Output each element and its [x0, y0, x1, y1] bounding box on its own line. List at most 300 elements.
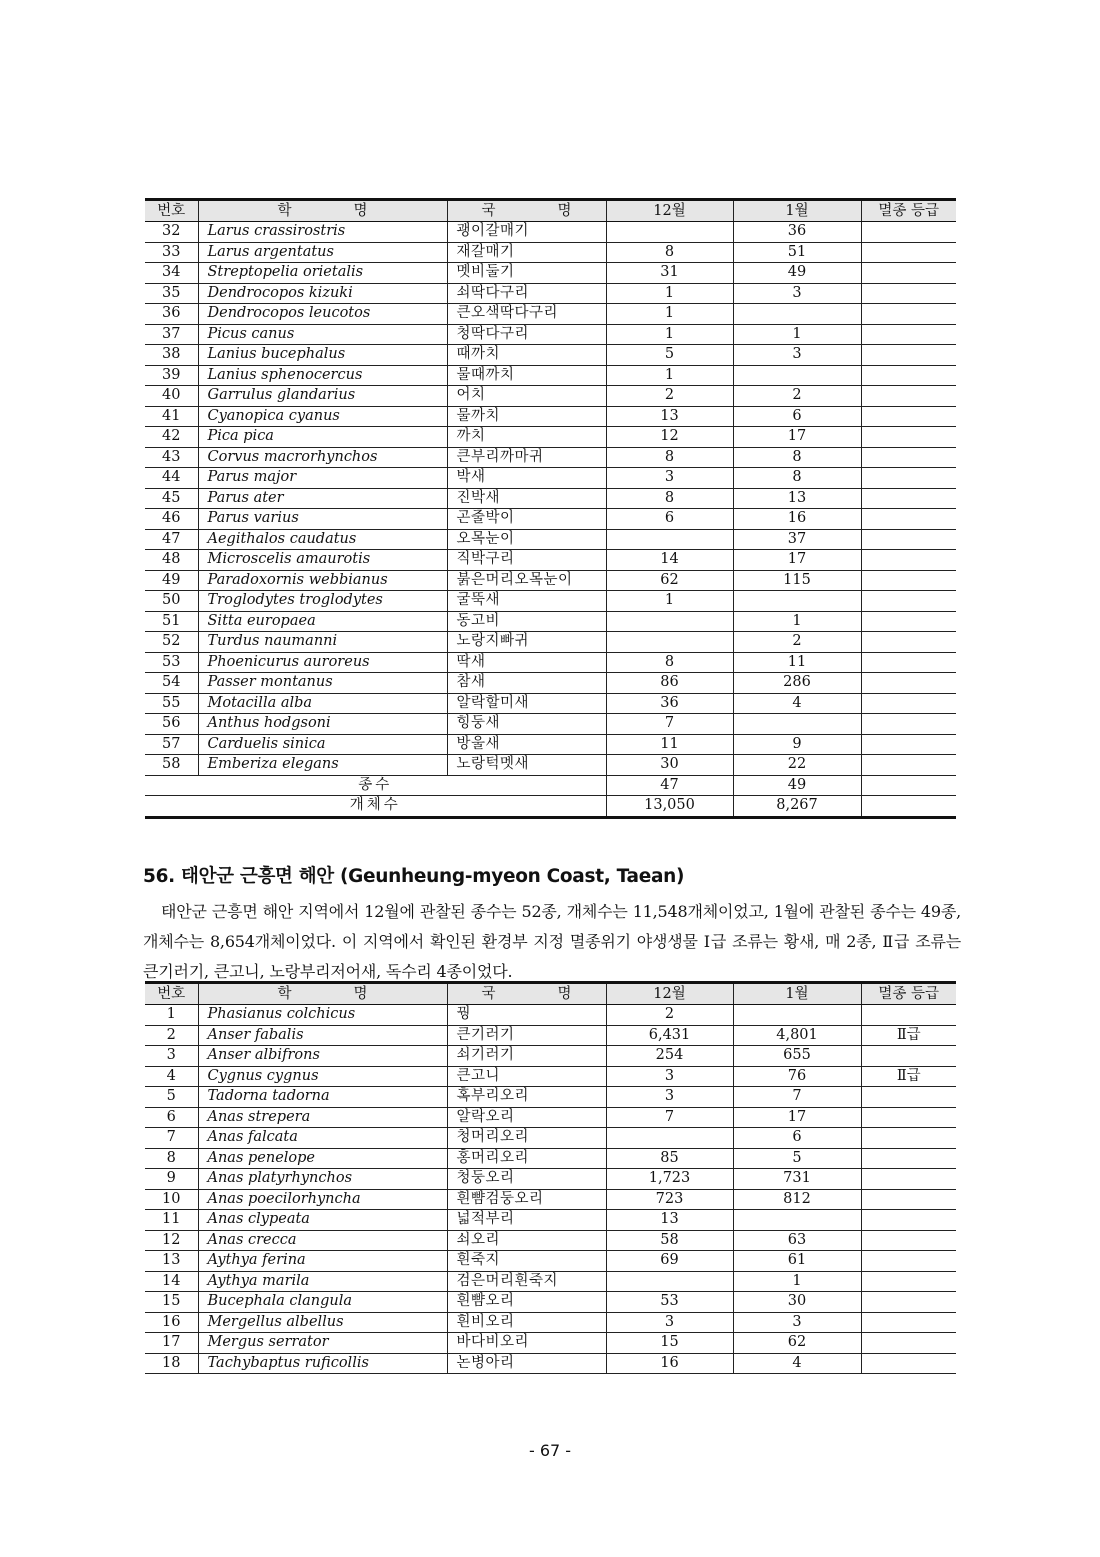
- table-row: [145, 324, 956, 345]
- row-number: 38: [145, 345, 198, 366]
- january-count: 76: [733, 1066, 861, 1087]
- january-count: 51: [733, 242, 861, 263]
- scientific-name: Anthus hodgsoni: [198, 714, 447, 735]
- endangered-grade: [861, 1292, 956, 1313]
- row-number: 9: [145, 1169, 198, 1190]
- scientific-name: Parus ater: [198, 488, 447, 509]
- december-count: 12: [606, 427, 733, 448]
- table-2-body: [145, 1005, 956, 1374]
- korean-name: 까치: [447, 427, 606, 448]
- december-count: 69: [606, 1251, 733, 1272]
- row-number: 16: [145, 1312, 198, 1333]
- december-count: 11: [606, 734, 733, 755]
- table-header-row: [145, 983, 956, 1005]
- header-december: 12월: [606, 983, 733, 1005]
- header-no: 번호: [145, 200, 198, 222]
- header-january: 1월: [733, 983, 861, 1005]
- december-count: 13: [606, 406, 733, 427]
- header-december: 12월: [606, 200, 733, 222]
- row-number: 57: [145, 734, 198, 755]
- endangered-grade: [861, 550, 956, 571]
- scientific-name: Larus crassirostris: [198, 222, 447, 243]
- header-endangered-grade: 멸종 등급: [861, 200, 956, 222]
- row-number: 50: [145, 591, 198, 612]
- korean-name: 청둥오리: [447, 1169, 606, 1190]
- table-row: [145, 1251, 956, 1272]
- endangered-grade: [861, 1087, 956, 1108]
- january-count: 3: [733, 345, 861, 366]
- korean-name: 쇠딱다구리: [447, 283, 606, 304]
- december-count: 8: [606, 447, 733, 468]
- summary-january: 8,267: [733, 796, 861, 818]
- korean-name: 청머리오리: [447, 1128, 606, 1149]
- january-count: 9: [733, 734, 861, 755]
- summary-grade: [861, 796, 956, 818]
- korean-name: 큰고니: [447, 1066, 606, 1087]
- endangered-grade: [861, 447, 956, 468]
- table-row: [145, 611, 956, 632]
- row-number: 3: [145, 1046, 198, 1067]
- scientific-name: Aythya marila: [198, 1271, 447, 1292]
- january-count: [733, 714, 861, 735]
- row-number: 53: [145, 652, 198, 673]
- row-number: 4: [145, 1066, 198, 1087]
- endangered-grade: [861, 509, 956, 530]
- row-number: 47: [145, 529, 198, 550]
- scientific-name: Cygnus cygnus: [198, 1066, 447, 1087]
- korean-name: 노랑턱멧새: [447, 755, 606, 776]
- row-number: 14: [145, 1271, 198, 1292]
- january-count: 49: [733, 263, 861, 284]
- december-count: 1: [606, 283, 733, 304]
- january-count: 30: [733, 1292, 861, 1313]
- korean-name: 물까치: [447, 406, 606, 427]
- endangered-grade: [861, 406, 956, 427]
- endangered-grade: [861, 1189, 956, 1210]
- scientific-name: Aegithalos caudatus: [198, 529, 447, 550]
- table-row: [145, 1169, 956, 1190]
- korean-name: 알락할미새: [447, 693, 606, 714]
- december-count: 13: [606, 1210, 733, 1231]
- table-row: [145, 1005, 956, 1026]
- january-count: 16: [733, 509, 861, 530]
- january-count: 61: [733, 1251, 861, 1272]
- january-count: 7: [733, 1087, 861, 1108]
- endangered-grade: [861, 468, 956, 489]
- korean-name: 논병아리: [447, 1353, 606, 1374]
- row-number: 37: [145, 324, 198, 345]
- row-number: 34: [145, 263, 198, 284]
- row-number: 35: [145, 283, 198, 304]
- december-count: [606, 611, 733, 632]
- row-number: 1: [145, 1005, 198, 1026]
- row-number: 42: [145, 427, 198, 448]
- korean-name: 어치: [447, 386, 606, 407]
- endangered-grade: [861, 1312, 956, 1333]
- scientific-name: Anas falcata: [198, 1128, 447, 1149]
- endangered-grade: [861, 386, 956, 407]
- december-count: 8: [606, 652, 733, 673]
- header-january: 1월: [733, 200, 861, 222]
- table-header-row: [145, 200, 956, 222]
- december-count: 1,723: [606, 1169, 733, 1190]
- table-row: [145, 652, 956, 673]
- table-row: [145, 1230, 956, 1251]
- korean-name: 큰오색딱다구리: [447, 304, 606, 325]
- korean-name: 큰부리까마귀: [447, 447, 606, 468]
- december-count: 3: [606, 1087, 733, 1108]
- row-number: 12: [145, 1230, 198, 1251]
- table-row: [145, 1128, 956, 1149]
- table-row: [145, 263, 956, 284]
- table-row: [145, 488, 956, 509]
- korean-name: 때까치: [447, 345, 606, 366]
- table-row: [145, 632, 956, 653]
- table-row: [145, 1312, 956, 1333]
- table-row: [145, 1066, 956, 1087]
- row-number: 5: [145, 1087, 198, 1108]
- endangered-grade: Ⅱ급: [861, 1066, 956, 1087]
- row-number: 32: [145, 222, 198, 243]
- table-row: [145, 242, 956, 263]
- table-row: [145, 1046, 956, 1067]
- january-count: 286: [733, 673, 861, 694]
- scientific-name: Cyanopica cyanus: [198, 406, 447, 427]
- december-count: 3: [606, 1066, 733, 1087]
- scientific-name: Corvus macrorhynchos: [198, 447, 447, 468]
- scientific-name: Anas platyrhynchos: [198, 1169, 447, 1190]
- table-row: [145, 529, 956, 550]
- scientific-name: Picus canus: [198, 324, 447, 345]
- header-endangered-grade: 멸종 등급: [861, 983, 956, 1005]
- january-count: 17: [733, 427, 861, 448]
- table-row: [145, 304, 956, 325]
- december-count: [606, 1271, 733, 1292]
- january-count: 4: [733, 693, 861, 714]
- scientific-name: Anas clypeata: [198, 1210, 447, 1231]
- endangered-grade: [861, 304, 956, 325]
- table-1-body: [145, 222, 956, 818]
- december-count: [606, 632, 733, 653]
- row-number: 7: [145, 1128, 198, 1149]
- endangered-grade: [861, 1251, 956, 1272]
- endangered-grade: [861, 345, 956, 366]
- scientific-name: Streptopelia orietalis: [198, 263, 447, 284]
- korean-name: 흰뺨검둥오리: [447, 1189, 606, 1210]
- endangered-grade: [861, 427, 956, 448]
- row-number: 8: [145, 1148, 198, 1169]
- scientific-name: Pica pica: [198, 427, 447, 448]
- scientific-name: Microscelis amaurotis: [198, 550, 447, 571]
- december-count: 2: [606, 1005, 733, 1026]
- endangered-grade: [861, 673, 956, 694]
- december-count: 31: [606, 263, 733, 284]
- row-number: 49: [145, 570, 198, 591]
- scientific-name: Larus argentatus: [198, 242, 447, 263]
- december-count: 85: [606, 1148, 733, 1169]
- endangered-grade: [861, 755, 956, 776]
- december-count: 5: [606, 345, 733, 366]
- korean-name: 동고비: [447, 611, 606, 632]
- january-count: [733, 1005, 861, 1026]
- endangered-grade: [861, 570, 956, 591]
- january-count: 36: [733, 222, 861, 243]
- january-count: 3: [733, 283, 861, 304]
- korean-name: 흰비오리: [447, 1312, 606, 1333]
- row-number: 43: [145, 447, 198, 468]
- section-title: 56. 태안군 근흥면 해안 (Geunheung-myeon Coast, Taean): [143, 866, 685, 887]
- scientific-name: Dendrocopos leucotos: [198, 304, 447, 325]
- december-count: 15: [606, 1333, 733, 1354]
- row-number: 11: [145, 1210, 198, 1231]
- january-count: 1: [733, 1271, 861, 1292]
- korean-name: 오목눈이: [447, 529, 606, 550]
- row-number: 18: [145, 1353, 198, 1374]
- scientific-name: Dendrocopos kizuki: [198, 283, 447, 304]
- january-count: 17: [733, 1107, 861, 1128]
- scientific-name: Tadorna tadorna: [198, 1087, 447, 1108]
- table-row: [145, 1333, 956, 1354]
- endangered-grade: [861, 1107, 956, 1128]
- table-row: [145, 468, 956, 489]
- scientific-name: Lanius bucephalus: [198, 345, 447, 366]
- scientific-name: Bucephala clangula: [198, 1292, 447, 1313]
- table-row: [145, 693, 956, 714]
- december-count: 7: [606, 1107, 733, 1128]
- row-number: 54: [145, 673, 198, 694]
- table-row: [145, 1210, 956, 1231]
- scientific-name: Turdus naumanni: [198, 632, 447, 653]
- january-count: 6: [733, 406, 861, 427]
- summary-january: 49: [733, 775, 861, 796]
- endangered-grade: [861, 263, 956, 284]
- december-count: [606, 222, 733, 243]
- korean-name: 괭이갈매기: [447, 222, 606, 243]
- korean-name: 곤줄박이: [447, 509, 606, 530]
- december-count: 1: [606, 365, 733, 386]
- december-count: 7: [606, 714, 733, 735]
- table-row: [145, 714, 956, 735]
- table-row: [145, 283, 956, 304]
- row-number: 39: [145, 365, 198, 386]
- january-count: 731: [733, 1169, 861, 1190]
- summary-december: 47: [606, 775, 733, 796]
- scientific-name: Carduelis sinica: [198, 734, 447, 755]
- table-row: [145, 406, 956, 427]
- december-count: 86: [606, 673, 733, 694]
- january-count: 1: [733, 611, 861, 632]
- row-number: 46: [145, 509, 198, 530]
- endangered-grade: [861, 365, 956, 386]
- table-row: [145, 365, 956, 386]
- scientific-name: Mergus serrator: [198, 1333, 447, 1354]
- korean-name: 쇠오리: [447, 1230, 606, 1251]
- scientific-name: Anas crecca: [198, 1230, 447, 1251]
- table-row: [145, 755, 956, 776]
- scientific-name: Aythya ferina: [198, 1251, 447, 1272]
- december-count: 53: [606, 1292, 733, 1313]
- row-number: 52: [145, 632, 198, 653]
- korean-name: 딱새: [447, 652, 606, 673]
- table-row: [145, 1107, 956, 1128]
- endangered-grade: [861, 1353, 956, 1374]
- december-count: 6: [606, 509, 733, 530]
- scientific-name: Passer montanus: [198, 673, 447, 694]
- header-korean-name: 국 명: [447, 200, 606, 222]
- korean-name: 멧비둘기: [447, 263, 606, 284]
- header-scientific-name: 학 명: [198, 200, 447, 222]
- scientific-name: Lanius sphenocercus: [198, 365, 447, 386]
- endangered-grade: [861, 242, 956, 263]
- row-number: 15: [145, 1292, 198, 1313]
- january-count: 5: [733, 1148, 861, 1169]
- scientific-name: Parus major: [198, 468, 447, 489]
- scientific-name: Phasianus colchicus: [198, 1005, 447, 1026]
- table-row: [145, 386, 956, 407]
- january-count: 62: [733, 1333, 861, 1354]
- row-number: 41: [145, 406, 198, 427]
- summary-december: 13,050: [606, 796, 733, 818]
- january-count: [733, 365, 861, 386]
- january-count: 63: [733, 1230, 861, 1251]
- korean-name: 방울새: [447, 734, 606, 755]
- scientific-name: Paradoxornis webbianus: [198, 570, 447, 591]
- table-row: [145, 1189, 956, 1210]
- korean-name: 바다비오리: [447, 1333, 606, 1354]
- bird-table-2: [145, 981, 956, 1374]
- scientific-name: Sitta europaea: [198, 611, 447, 632]
- page-number: - 67 -: [528, 1441, 572, 1460]
- december-count: 3: [606, 468, 733, 489]
- header-no: 번호: [145, 983, 198, 1005]
- january-count: 3: [733, 1312, 861, 1333]
- scientific-name: Troglodytes troglodytes: [198, 591, 447, 612]
- species-count-row: [145, 775, 956, 796]
- january-count: 8: [733, 468, 861, 489]
- january-count: 17: [733, 550, 861, 571]
- january-count: 22: [733, 755, 861, 776]
- scientific-name: Anas penelope: [198, 1148, 447, 1169]
- row-number: 48: [145, 550, 198, 571]
- scientific-name: Anser albifrons: [198, 1046, 447, 1067]
- december-count: 14: [606, 550, 733, 571]
- endangered-grade: [861, 1271, 956, 1292]
- row-number: 6: [145, 1107, 198, 1128]
- endangered-grade: [861, 632, 956, 653]
- korean-name: 큰기러기: [447, 1025, 606, 1046]
- january-count: 2: [733, 632, 861, 653]
- january-count: [733, 304, 861, 325]
- december-count: 1: [606, 324, 733, 345]
- december-count: 36: [606, 693, 733, 714]
- row-number: 51: [145, 611, 198, 632]
- endangered-grade: [861, 714, 956, 735]
- korean-name: 홍머리오리: [447, 1148, 606, 1169]
- december-count: 1: [606, 304, 733, 325]
- table-row: [145, 673, 956, 694]
- korean-name: 박새: [447, 468, 606, 489]
- header-korean-name: 국 명: [447, 983, 606, 1005]
- table-row: [145, 550, 956, 571]
- december-count: 3: [606, 1312, 733, 1333]
- endangered-grade: [861, 1210, 956, 1231]
- table-row: [145, 427, 956, 448]
- december-count: 8: [606, 488, 733, 509]
- individual-count-row: [145, 796, 956, 818]
- row-number: 44: [145, 468, 198, 489]
- december-count: [606, 1128, 733, 1149]
- january-count: 4: [733, 1353, 861, 1374]
- table-row: [145, 447, 956, 468]
- row-number: 55: [145, 693, 198, 714]
- endangered-grade: [861, 324, 956, 345]
- december-count: 16: [606, 1353, 733, 1374]
- table-row: [145, 1271, 956, 1292]
- korean-name: 노랑지빠귀: [447, 632, 606, 653]
- endangered-grade: [861, 1128, 956, 1149]
- korean-name: 검은머리흰죽지: [447, 1271, 606, 1292]
- january-count: 11: [733, 652, 861, 673]
- scientific-name: Garrulus glandarius: [198, 386, 447, 407]
- december-count: 58: [606, 1230, 733, 1251]
- december-count: 30: [606, 755, 733, 776]
- summary-label: 종수: [145, 775, 606, 796]
- endangered-grade: [861, 529, 956, 550]
- korean-name: 흰죽지: [447, 1251, 606, 1272]
- december-count: 2: [606, 386, 733, 407]
- december-count: 8: [606, 242, 733, 263]
- january-count: 13: [733, 488, 861, 509]
- endangered-grade: [861, 591, 956, 612]
- korean-name: 청딱다구리: [447, 324, 606, 345]
- table-row: [145, 1292, 956, 1313]
- row-number: 45: [145, 488, 198, 509]
- january-count: 812: [733, 1189, 861, 1210]
- row-number: 33: [145, 242, 198, 263]
- endangered-grade: [861, 488, 956, 509]
- december-count: 254: [606, 1046, 733, 1067]
- korean-name: 쇠기러기: [447, 1046, 606, 1067]
- korean-name: 재갈매기: [447, 242, 606, 263]
- row-number: 56: [145, 714, 198, 735]
- endangered-grade: [861, 222, 956, 243]
- endangered-grade: Ⅱ급: [861, 1025, 956, 1046]
- row-number: 13: [145, 1251, 198, 1272]
- row-number: 2: [145, 1025, 198, 1046]
- scientific-name: Motacilla alba: [198, 693, 447, 714]
- endangered-grade: [861, 611, 956, 632]
- january-count: 115: [733, 570, 861, 591]
- scientific-name: Phoenicurus auroreus: [198, 652, 447, 673]
- december-count: 62: [606, 570, 733, 591]
- january-count: [733, 1210, 861, 1231]
- december-count: 6,431: [606, 1025, 733, 1046]
- korean-name: 굴뚝새: [447, 591, 606, 612]
- korean-name: 흰뺨오리: [447, 1292, 606, 1313]
- january-count: [733, 591, 861, 612]
- korean-name: 알락오리: [447, 1107, 606, 1128]
- january-count: 2: [733, 386, 861, 407]
- endangered-grade: [861, 1148, 956, 1169]
- section-paragraph: 태안군 근흥면 해안 지역에서 12월에 관찰된 종수는 52종, 개체수는 11,548개체이었고, 1월에 관찰된 종수는 49종, 개체수는 8,654개체이었다. 이 지역에서 확인된 환경부 지정 멸종위기 야생생물 Ⅰ급 조류는 황새, 매 2종, Ⅱ급 조류는 큰기러기, 큰고니, 노랑부리저어새, 독수리 4종이었다.: [143, 902, 961, 981]
- korean-name: 혹부리오리: [447, 1087, 606, 1108]
- summary-grade: [861, 775, 956, 796]
- january-count: 1: [733, 324, 861, 345]
- row-number: 10: [145, 1189, 198, 1210]
- january-count: 8: [733, 447, 861, 468]
- korean-name: 꿩: [447, 1005, 606, 1026]
- scientific-name: Parus varius: [198, 509, 447, 530]
